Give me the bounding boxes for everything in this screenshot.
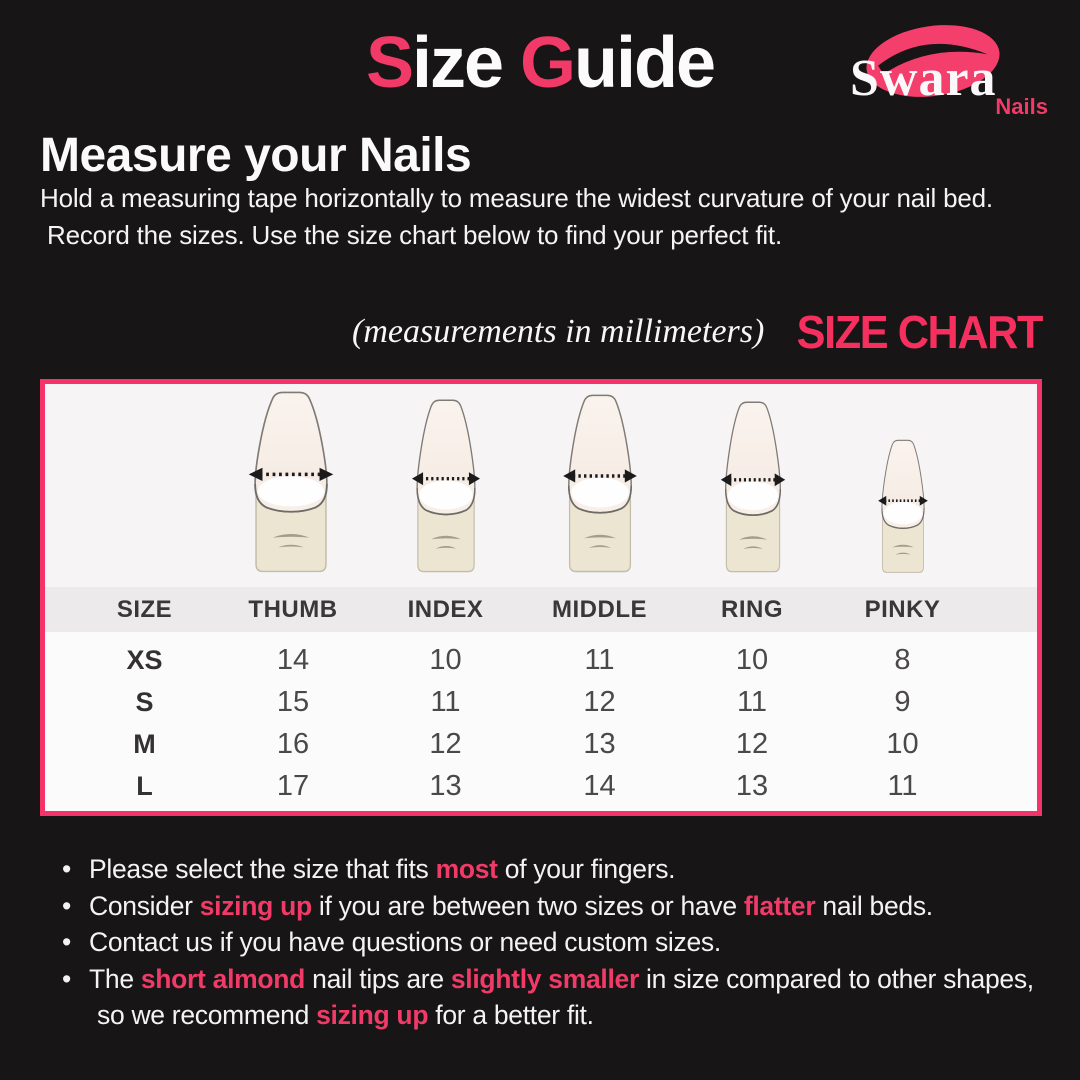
bullet-dot: • — [62, 963, 71, 994]
size-label: S — [135, 686, 154, 717]
note-short-almond-continuation: so we recommend sizing up for a better fit. — [97, 1000, 594, 1030]
size-label: M — [133, 728, 156, 759]
cell-value: 13 — [583, 727, 616, 760]
col-header-middle: MIDDLE — [552, 595, 647, 623]
measurement-unit-note: (measurements in millimeters) — [352, 313, 765, 350]
cell-value: 10 — [429, 643, 462, 676]
cell-value: 11 — [887, 769, 918, 802]
cell-value: 11 — [584, 643, 615, 676]
cell-value: 13 — [429, 769, 462, 802]
measure-instructions: Hold a measuring tape horizontally to measure the widest curvature of your nail bed. Record the sizes. Use the size chart below to find your perfect fit. — [40, 183, 993, 250]
brand-name: Swara — [850, 50, 997, 107]
table-body — [45, 632, 1037, 811]
cell-value: 15 — [276, 685, 310, 718]
cell-value: 8 — [894, 643, 911, 676]
fit-notes-list — [62, 851, 1070, 1034]
size-label: L — [136, 770, 153, 801]
page-title: Size Guide — [365, 23, 715, 103]
bullet-dot: • — [62, 927, 71, 957]
table-row-s — [45, 681, 1037, 723]
table-row-m — [45, 723, 1037, 765]
col-header-size: SIZE — [116, 595, 173, 623]
nail-illustration-index — [409, 396, 483, 575]
col-header-ring: RING — [721, 595, 783, 623]
cell-value: 11 — [430, 685, 461, 718]
cell-value: 12 — [429, 727, 462, 760]
cell-value: 12 — [735, 727, 769, 760]
col-header-index: INDEX — [407, 595, 484, 623]
note-select-most: • Please select the size that fits most of your fingers. — [62, 851, 1070, 888]
cell-value: 17 — [276, 769, 310, 802]
cell-value: 10 — [735, 643, 769, 676]
size-chart-heading: SIZE CHART — [796, 306, 1042, 358]
note-short-almond: • The short almond nail tips are slightly smaller in size compared to other shapes, so we recommend sizing up for a better fit. — [62, 961, 1070, 1034]
cell-value: 11 — [736, 685, 768, 718]
col-header-thumb: THUMB — [248, 595, 338, 623]
cell-value: 14 — [583, 769, 616, 802]
measure-heading: Measure your Nails — [40, 129, 472, 182]
size-chart-panel — [40, 379, 1042, 816]
bullet-dot: • — [62, 854, 71, 884]
nail-illustration-pinky — [876, 437, 930, 575]
cell-value: 14 — [276, 643, 310, 676]
table-row-l — [45, 765, 1037, 807]
nail-illustration-ring — [718, 398, 788, 575]
cell-value: 12 — [583, 685, 616, 718]
bullet-dot: • — [62, 890, 71, 921]
col-header-pinky: PINKY — [864, 595, 941, 623]
note-sizing-up: • Consider sizing up if you are between two sizes or have flatter nail beds. — [62, 888, 1070, 925]
size-label: XS — [126, 644, 163, 675]
cell-value: 9 — [894, 685, 911, 718]
table-header-row — [45, 587, 1037, 632]
cell-value: 10 — [886, 727, 919, 760]
table-row-xs — [45, 639, 1037, 681]
size-table — [45, 587, 1037, 811]
cell-value: 16 — [276, 727, 310, 760]
nail-illustration-thumb — [245, 388, 337, 575]
brand-tagline: Nails — [995, 94, 1048, 119]
cell-value: 13 — [735, 769, 769, 802]
nail-illustration-middle — [560, 391, 640, 575]
note-contact-us: • Contact us if you have questions or need custom sizes. — [62, 924, 1070, 961]
brand-logo — [826, 12, 1064, 130]
